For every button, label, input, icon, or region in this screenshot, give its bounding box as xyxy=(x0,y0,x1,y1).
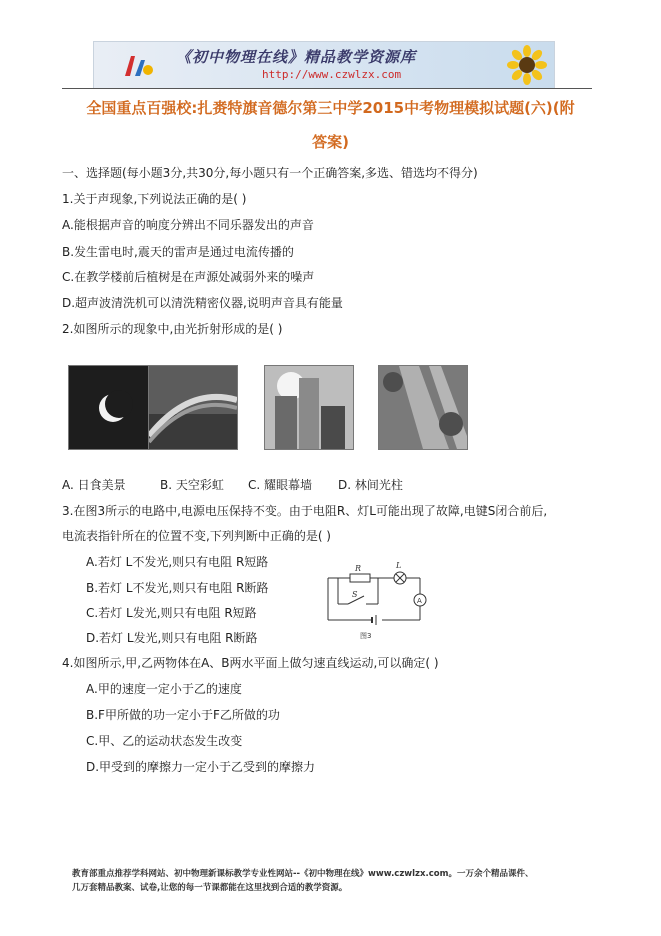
figure-caption: 图3 xyxy=(360,632,372,640)
q2-option-b: B. 天空彩虹 xyxy=(160,478,224,492)
q3-option-c: C.若灯 L发光,则只有电阻 R短路 xyxy=(86,606,257,620)
banner-url[interactable]: http://www.czwlzx.com xyxy=(262,68,402,81)
resistor-symbol xyxy=(350,574,370,582)
q3-option-d: D.若灯 L发光,则只有电阻 R断路 xyxy=(86,631,258,645)
q3-option-b: B.若灯 L不发光,则只有电阻 R断路 xyxy=(86,581,269,595)
q2-option-a: A. 日食美景 xyxy=(62,478,126,492)
resistor-label: R xyxy=(355,564,362,573)
footer-line2: 几万套精品教案、试卷,让您的每一节课都能在这里找到合适的教学资源。 xyxy=(72,883,348,893)
q1-stem: 1.关于声现象,下列说法正确的是( ) xyxy=(62,192,247,206)
q3-stem-line1: 3.在图3所示的电路中,电源电压保持不变。由于电阻R、灯L可能出现了故障,电键S闭合前后, xyxy=(62,504,548,518)
switch-label: S xyxy=(352,590,358,599)
q3-stem-line2: 电流表指针所在的位置不变,下列判断中正确的是( ) xyxy=(62,529,331,543)
site-logo-icon xyxy=(121,50,155,80)
q1-option-c: C.在教学楼前后植树是在声源处减弱外来的噪声 xyxy=(62,270,315,284)
photo-forest-light-beams xyxy=(378,365,468,450)
q1-option-a: A.能根据声音的响度分辨出不同乐器发出的声音 xyxy=(62,218,314,232)
q4-option-b: B.F甲所做的功一定小于F乙所做的功 xyxy=(86,708,280,722)
lamp-label: L xyxy=(396,562,402,570)
q2-option-c: C. 耀眼幕墙 xyxy=(248,478,313,492)
q4-option-d: D.甲受到的摩擦力一定小于乙受到的摩擦力 xyxy=(86,760,316,774)
section-header: 一、选择题(每小题3分,共30分,每小题只有一个正确答案,多选、错选均不得分) xyxy=(62,166,478,180)
q2-option-d: D. 林间光柱 xyxy=(338,478,403,492)
photo-glass-curtain-wall xyxy=(264,365,354,450)
photo-solar-eclipse xyxy=(68,365,158,450)
banner-title: 《初中物理在线》精品教学资源库 xyxy=(176,48,417,66)
q1-option-d: D.超声波清洗机可以清洗精密仪器,说明声音具有能量 xyxy=(62,296,343,310)
q4-option-c: C.甲、乙的运动状态发生改变 xyxy=(86,734,243,748)
ammeter-label: A xyxy=(417,597,422,605)
site-banner xyxy=(93,41,555,89)
doc-title-line1: 全国重点百强校:扎赉特旗音德尔第三中学2015中考物理模拟试题(六)(附 xyxy=(86,99,575,117)
q2-stem: 2.如图所示的现象中,由光折射形成的是( ) xyxy=(62,322,283,336)
q4-stem: 4.如图所示,甲,乙两物体在A、B两水平面上做匀速直线运动,可以确定( ) xyxy=(62,656,439,670)
circuit-diagram-fig3 xyxy=(320,562,440,644)
header-divider xyxy=(62,88,592,89)
sunflower-icon xyxy=(504,45,550,85)
q1-option-b: B.发生雷电时,震天的雷声是通过电流传播的 xyxy=(62,245,294,259)
q3-option-a: A.若灯 L不发光,则只有电阻 R短路 xyxy=(86,555,269,569)
q4-option-a: A.甲的速度一定小于乙的速度 xyxy=(86,682,242,696)
doc-title-line2: 答案) xyxy=(312,133,349,151)
photo-rainbow xyxy=(148,365,238,450)
footer-line1: 教育部重点推荐学科网站、初中物理新课标教学专业性网站--《初中物理在线》www.czwlzx.com。一万余个精品课件、 xyxy=(72,869,534,879)
